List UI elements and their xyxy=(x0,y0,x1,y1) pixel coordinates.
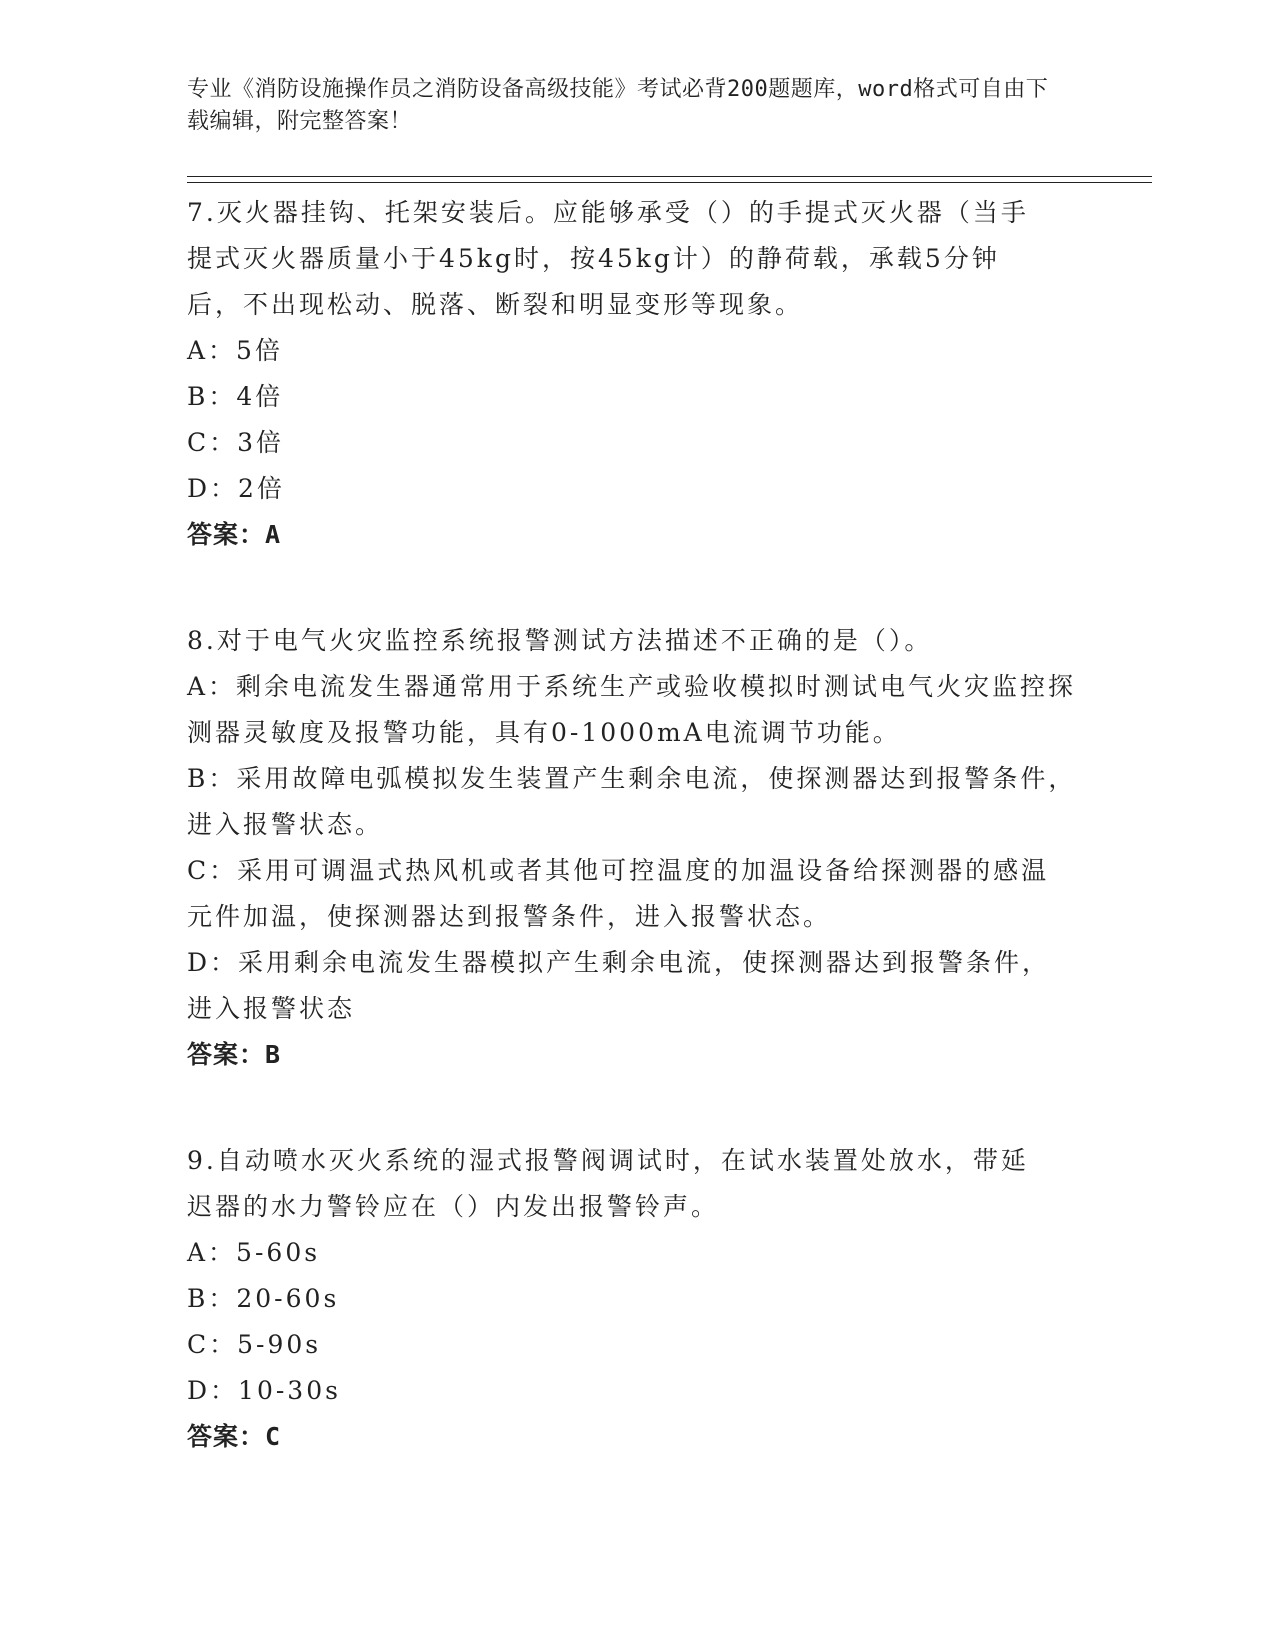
option-c: C：采用可调温式热风机或者其他可控温度的加温设备给探测器的感温元件加温，使探测器达到报警条件，进入报警状态。 xyxy=(187,856,1050,931)
option-d: D：2倍 xyxy=(187,474,285,503)
question-9 xyxy=(187,1138,1077,1460)
question-7 xyxy=(187,190,1077,558)
question-stem: 8.对于电气火灾监控系统报警测试方法描述不正确的是（）。 xyxy=(187,626,933,655)
answer-label: 答案：A xyxy=(187,520,282,549)
option-b: B：4倍 xyxy=(187,382,284,411)
option-b: B：20-60s xyxy=(187,1284,340,1313)
option-d: D：采用剩余电流发生器模拟产生剩余电流，使探测器达到报警条件，进入报警状态 xyxy=(187,948,1051,1023)
header-rule-top xyxy=(187,176,1152,177)
option-a: A：5倍 xyxy=(187,336,283,365)
document-header: 专业《消防设施操作员之消防设备高级技能》考试必背200题题库，word格式可自由下载编辑，附完整答案！ xyxy=(187,77,1049,134)
question-8 xyxy=(187,618,1077,1078)
option-c: C：5-90s xyxy=(187,1330,322,1359)
header-rule-bottom xyxy=(187,182,1152,183)
answer-label: 答案：C xyxy=(187,1422,282,1451)
option-a: A：剩余电流发生器通常用于系统生产或验收模拟时测试电气火灾监控探测器灵敏度及报警功能，具有0-1000mA电流调节功能。 xyxy=(187,672,1077,747)
question-stem: 9.自动喷水灭火系统的湿式报警阀调试时，在试水装置处放水，带延迟器的水力警铃应在（）内发出报警铃声。 xyxy=(187,1146,1029,1221)
option-c: C：3倍 xyxy=(187,428,285,457)
option-d: D：10-30s xyxy=(187,1376,341,1405)
question-stem: 7.灭火器挂钩、托架安装后。应能够承受（）的手提式灭火器（当手提式灭火器质量小于45kg时，按45kg计）的静荷载，承载5分钟后，不出现松动、脱落、断裂和明显变形等现象。 xyxy=(187,198,1029,319)
question-list xyxy=(187,190,1077,1520)
option-b: B：采用故障电弧模拟发生装置产生剩余电流，使探测器达到报警条件，进入报警状态。 xyxy=(187,764,1077,839)
answer-label: 答案：B xyxy=(187,1040,282,1069)
option-a: A：5-60s xyxy=(187,1238,321,1267)
